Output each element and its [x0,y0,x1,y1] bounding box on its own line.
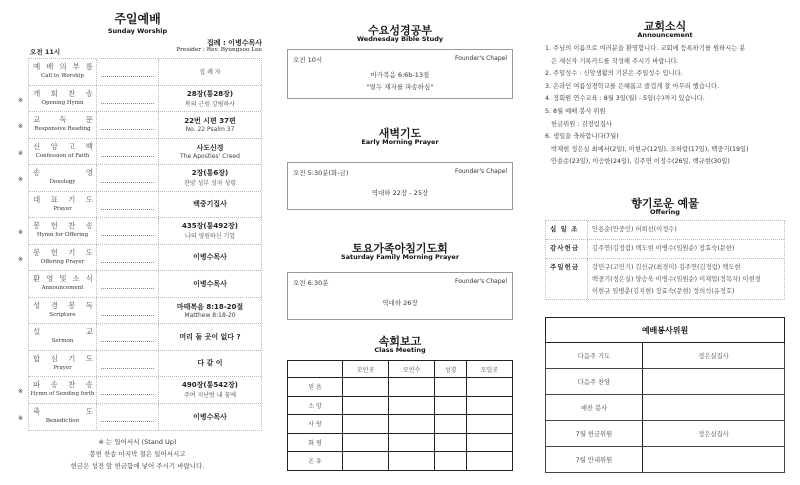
dotted-leader [97,139,159,165]
announcement-line: 헌금위원 : 김정림집사 [545,120,612,128]
servants-title: 예배봉사위원 [546,318,785,343]
offering-row [546,221,784,240]
servant-name [643,369,785,395]
empty-cell[interactable] [466,378,512,397]
worship-order-row [29,298,261,325]
announcement-line: 1. 주님의 이름으로 여러분을 환영합니다. 교회에 등록하기를 원하시는 분 [545,45,746,52]
offering-names-line: 안용순(안중인) 허희선(이정수) [592,226,677,233]
order-item-english: Sermon [51,338,74,344]
stand-mark-icon: ※ [18,96,24,104]
offering-names-line: 강민구(고민기) 김선규(최경미) 김주연(김정림) 백도현 [592,264,741,271]
table-row [546,343,785,369]
worship-order-table [18,58,262,431]
early-time: 오전 5:30분(화-금) [293,169,349,177]
column-header [288,361,343,378]
order-item-detail: 나의 영원하신 기업 [184,233,236,241]
announcement-subtitle: Announcement [637,31,693,39]
dotted-leader [97,112,159,138]
empty-cell[interactable] [343,415,389,434]
table-row [546,395,785,421]
servant-role: 7월 헌금위원 [546,421,643,447]
order-item-main: 머리 둘 곳이 없다 ? [179,332,241,341]
wednesday-box [287,49,513,99]
order-item-main: 다 같 이 [197,359,223,368]
saturday-title: 토요가족아침기도회 [352,242,448,255]
order-item-detail: 복의 근원 강림하사 [184,100,236,108]
worship-order-row [29,59,261,86]
empty-cell[interactable] [466,433,512,452]
dotted-leader [97,245,159,271]
order-item-main: 사도신경 [196,143,224,152]
order-item-main: 435장(통492장) [182,222,238,231]
empty-cell[interactable] [343,452,389,471]
empty-cell[interactable] [435,415,467,434]
stand-mark-icon: ※ [18,229,24,236]
offering-names [588,221,784,239]
empty-cell[interactable] [389,378,435,397]
offering-table [545,220,785,300]
servant-role: 다음주 기도 [546,343,643,369]
class-name: 화 평 [288,433,343,452]
order-item-detail: The Apostles' Creed [180,152,240,160]
servant-name [643,395,785,421]
order-item-english: Prayer [53,205,72,212]
order-item-label [29,351,104,377]
saturday-box [287,272,513,320]
empty-cell[interactable] [343,378,389,397]
table-header-row [546,318,785,343]
empty-cell[interactable] [435,378,467,397]
order-item-label [29,165,139,191]
order-item-korean: 합심기도 [33,353,104,363]
empty-cell[interactable] [435,433,467,452]
order-item-label [29,86,104,112]
class-name: 온 유 [288,452,343,471]
empty-cell[interactable] [389,415,435,434]
worship-title: 주일예배 [114,12,161,26]
order-item-korean: 신앙고백 [33,141,104,151]
column-header: 모일곳 [466,361,512,378]
column-header: 모인수 [389,361,435,378]
dotted-leader [97,298,159,324]
offering-subtitle: Offering [650,208,680,216]
order-item-value [159,192,261,218]
order-item-korean: 설교 [33,327,139,336]
column-header: 성경 [435,361,467,378]
empty-cell[interactable] [389,396,435,415]
empty-cell[interactable] [435,452,467,471]
table-row [288,452,513,471]
offering-box-note: 헌금은 성전 앞 헌금함에 넣어 주시기 바랍니다. [70,462,205,470]
order-item-value [159,298,261,324]
empty-cell[interactable] [389,452,435,471]
order-item-main: 이병수목사 [193,253,227,262]
announcement-line: 2. 주일성수 : 신앙생활의 기본은 주일성수 입니다. [545,70,683,78]
order-item-label [29,245,104,271]
order-item-main: 22번 시편 37편 [184,117,236,126]
order-item-korean: 축도 [33,406,139,416]
order-item-label [29,324,139,350]
wednesday-title: 수요성경공부 [368,24,432,37]
worship-time: 오전 11시 [30,48,61,56]
order-item-label [29,112,113,138]
empty-cell[interactable] [343,396,389,415]
early-place: Founder's Chapel [455,168,507,175]
empty-cell[interactable] [466,452,512,471]
order-item-korean: 봉헌기도 [33,247,104,257]
servant-role: 애찬 봉사 [546,395,643,421]
class-meeting-subtitle: Class Meeting [374,346,426,354]
offering-type: 십 일 조 [546,221,588,239]
order-item-detail: No. 22 Psalm 37 [185,126,235,134]
announcement-line: 4. 정회원 연수교육 : 8월 3일(월) - 5일(수)까지 있습니다. [545,95,705,103]
table-row [288,433,513,452]
wednesday-scripture: 마가복음 6:6b-13절 [370,71,430,79]
order-item-value [159,351,261,377]
early-subtitle: Early Morning Prayer [361,138,439,146]
servant-role: 다음주 찬양 [546,369,643,395]
worship-order-row [29,192,261,219]
order-item-label [29,377,104,403]
empty-cell[interactable] [466,415,512,434]
order-item-value [159,377,261,403]
worship-order-row [18,218,261,245]
table-row [546,447,785,473]
dotted-leader [97,271,159,297]
offering-note: 봉헌 찬송 마지막 절은 일어서시고 [89,450,186,458]
stand-mark-icon: ※ [18,255,24,263]
offering-names-line: 백중기(정은실) 양승욱 이병수(임원순) 이재업(정목자) 이현경 [592,276,761,283]
order-item-detail: Matthew 8:18-20 [184,311,236,319]
order-item-main: 마태복음 8:18-20절 [176,302,244,311]
order-item-main: 28장(통28장) [186,89,234,98]
dotted-leader [97,59,159,85]
class-meeting-title: 속회보고 [378,335,422,348]
offering-title: 향기로운 예물 [631,197,699,210]
class-name: 소 망 [288,396,343,415]
worship-order-row [18,165,261,192]
servant-name: 정은실집사 [643,343,785,369]
saturday-subtitle: Saturday Family Morning Prayer [340,253,460,261]
order-item-value [159,59,261,85]
order-item-value [159,218,261,244]
order-item-detail: 집 례 자 [199,69,221,77]
order-item-korean: 예배의부름 [33,62,99,71]
order-item-main: 백중기집사 [193,200,227,209]
presider-en: Presider : Rev. Byungsoo Lee [176,47,262,53]
worship-order-row [29,351,261,378]
announcement-title: 교회소식 [643,20,687,33]
stand-mark-icon: ※ [18,176,24,183]
saturday-time: 오전 6:30분 [293,279,329,287]
order-item-label [29,271,97,297]
order-item-english: Hymn of Sending forth [30,391,95,397]
announcement-line: 5. 8월 예배 봉사 위원 [545,108,606,115]
order-item-english: Announcement [41,285,84,291]
order-item-english: Prayer [53,364,72,371]
offering-names [588,240,784,258]
order-item-korean: 파송찬송 [33,380,104,389]
worship-order-row [29,324,261,351]
empty-cell[interactable] [466,396,512,415]
table-row [546,369,785,395]
saturday-place: Founder's Chapel [455,278,507,285]
order-item-value [159,271,261,297]
order-item-korean: 대표기도 [33,194,104,204]
announcement-line: 은 새신자 기록카드를 작성해 주시기 바랍니다. [545,57,679,65]
order-item-main: 490장(통542장) [182,381,238,390]
worship-order-row [18,112,261,139]
worship-order-row [29,271,261,298]
table-row [546,421,785,447]
order-item-korean: 성경봉독 [33,300,104,310]
order-item-label [29,139,104,165]
dotted-leader [97,324,159,350]
order-item-detail: 찬양 성부 성자 성령 [183,180,237,188]
worship-order-row [18,245,261,272]
announcement-line: 6. 생일을 축하합니다(7월) [545,133,619,141]
class-name: 사 랑 [288,415,343,434]
worship-order-row [18,86,261,113]
offering-type: 주일헌금 [546,259,588,301]
order-item-korean: 개회찬송 [33,88,104,98]
offering-names [588,259,784,301]
offering-names-line: 이현규 임병춘(김지현) 장효숙(문현) 정의석(유정호) [592,288,735,295]
table-row [288,415,513,434]
order-item-label [29,218,104,244]
order-item-value [159,86,261,112]
empty-cell[interactable] [435,396,467,415]
offering-row [546,240,784,259]
order-item-english: Call to Worship [41,73,84,79]
order-item-label [29,298,104,324]
order-item-value [159,165,261,191]
early-scripture: 역대하 22장 - 25장 [371,189,429,197]
dotted-leader [97,165,159,191]
wednesday-time: 오전 10시 [293,56,323,64]
dotted-leader [97,377,159,403]
saturday-scripture: 역대하 26장 [382,299,418,307]
order-item-korean: 교독문 [33,115,113,124]
offering-type: 감사헌금 [546,240,588,258]
worship-order-row [18,139,261,166]
order-item-label [29,192,104,218]
early-box [287,162,513,210]
dotted-leader [97,351,159,377]
order-item-main: 이병수목사 [193,279,227,288]
order-item-english: Benediction [45,417,80,424]
order-item-korean: 봉헌찬송 [33,221,104,230]
announcement-line: 3. 온라인 여름성경학교를 은혜롭고 즐겁게 잘 마무리 했습니다. [545,82,720,90]
order-item-value [159,324,261,350]
servant-role: 7월 안내위원 [546,447,643,473]
order-item-english: Hymn for Offering [36,232,89,238]
order-item-value [159,112,261,138]
stand-note: ※ 는 일어서서 (Stand Up) [98,438,177,446]
announcement-line: 안용순(23일), 이승한(24일), 김주연 이정수(26일, 백규현(30일) [545,158,730,166]
order-item-main: 이병수목사 [193,412,227,421]
class-name: 믿 음 [288,378,343,397]
wednesday-subtitle: Wednesday Bible Study [356,35,444,43]
servant-name: 정은실집사 [643,421,785,447]
dotted-leader [97,192,159,218]
stand-mark-icon: ※ [18,123,24,130]
table-header-row [288,361,513,378]
table-row [288,378,513,397]
stand-mark-icon: ※ [18,388,24,395]
stand-mark-icon: ※ [18,149,24,157]
order-item-detail: 주여 지난밤 내 꿈에 [183,392,237,400]
worship-order-row [18,404,261,431]
order-item-korean: 송영 [33,168,139,177]
presider-ko: 집례 : 이병수목사 [206,39,262,47]
column-header: 모인곳 [343,361,389,378]
dotted-leader [97,86,159,112]
order-item-english: Doxology [49,179,76,185]
class-meeting-table [287,360,513,471]
order-item-label [29,59,97,85]
offering-names-line: 김주연(김정림) 백도현 이병수(임원순) 장효숙(문한) [592,245,735,252]
dotted-leader [97,404,159,431]
wednesday-theme: "열두 제자를 파송하심" [366,83,434,91]
dotted-leader [97,218,159,244]
order-item-english: Responsive Reading [34,126,91,132]
announcement-line: 박재현 정은실 최예서(2일), 이현규(12일), 조하람(17일), 백중기(19일) [545,145,749,153]
order-item-value [159,139,261,165]
stand-mark-icon: ※ [18,414,24,422]
order-item-value [159,245,261,271]
worship-order-row [18,377,261,404]
order-item-english: Confession of Faith [35,152,90,159]
order-item-korean: 환영및소식 [33,274,99,283]
order-item-value [159,404,261,431]
order-item-english: Scripture [49,311,76,318]
order-item-english: Opening Hymn [41,99,84,106]
offering-row [546,259,784,301]
wednesday-place: Founder's Chapel [455,55,507,62]
order-item-english: Offering Prayer [40,258,85,265]
order-item-label [29,404,139,431]
empty-cell[interactable] [343,433,389,452]
worship-servants-table [545,317,785,473]
worship-subtitle: Sunday Worship [107,27,168,35]
early-title: 새벽기도 [378,127,422,140]
empty-cell[interactable] [389,433,435,452]
servant-name [643,447,785,473]
table-row [288,396,513,415]
order-item-main: 2장(통6장) [191,169,229,178]
